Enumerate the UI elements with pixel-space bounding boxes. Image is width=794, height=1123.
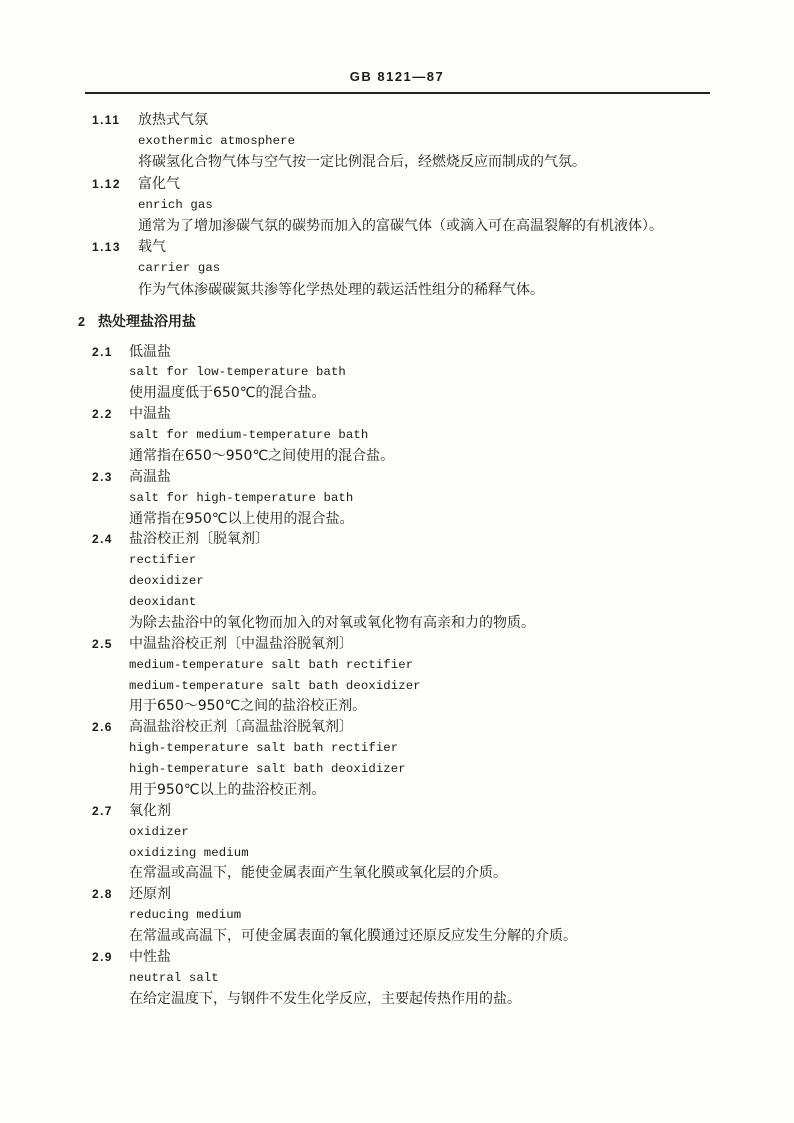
entry-number: 1.11 [92, 113, 121, 127]
term-english: high-temperature salt bath rectifier [129, 741, 399, 756]
term-entry-2-2 [92, 404, 732, 467]
term-english: high-temperature salt bath deoxidizer [129, 762, 406, 777]
term-definition: 作为气体渗碳碳氮共渗等化学热处理的载运活性组分的稀释气体。 [138, 281, 544, 298]
term-entry-1-12 [92, 174, 732, 238]
entry-number: 2.7 [92, 803, 113, 818]
term-definition: 通常为了增加渗碳气氛的碳势而加入的富碳气体（或滴入可在高温裂解的有机液体）。 [138, 218, 663, 235]
term-definition: 在常温或高温下，可使金属表面的氧化膜通过还原反应发生分解的介质。 [129, 928, 577, 945]
term-chinese: 低温盐 [129, 343, 171, 360]
term-entry-2-6 [92, 717, 732, 801]
entries-part1 [92, 110, 732, 301]
term-english: oxidizer [129, 824, 189, 839]
term-english: carrier gas [138, 261, 221, 276]
standard-code-header: GB 8121—87 [349, 69, 445, 84]
entry-number: 2.4 [92, 532, 113, 547]
term-chinese: 中性盐 [129, 948, 171, 965]
term-definition: 将碳氢化合物气体与空气按一定比例混合后，经燃烧反应而制成的气氛。 [138, 154, 586, 171]
term-definition: 为除去盐浴中的氧化物而加入的对氧或氧化物有高亲和力的物质。 [129, 614, 535, 631]
term-chinese: 还原剂 [129, 886, 171, 903]
term-english: reducing medium [129, 908, 242, 923]
term-english: oxidizing medium [129, 845, 249, 860]
entry-number: 2.5 [92, 636, 113, 651]
term-chinese: 高温盐 [129, 468, 171, 485]
term-definition: 通常指在950℃以上使用的混合盐。 [129, 510, 354, 527]
entry-number: 2.1 [92, 344, 113, 359]
term-definition: 在常温或高温下，能使金属表面产生氧化膜或氧化层的介质。 [129, 865, 507, 882]
term-english: neutral salt [129, 970, 219, 985]
term-definition: 用于650～950℃之间的盐浴校正剂。 [129, 698, 367, 715]
term-definition: 通常指在650～950℃之间使用的混合盐。 [129, 447, 395, 464]
term-entry-1-11 [92, 110, 732, 174]
section-heading [78, 312, 196, 333]
term-entry-2-9 [92, 947, 732, 1010]
entry-number: 1.13 [92, 240, 121, 255]
term-english: deoxidant [129, 595, 197, 610]
term-english: salt for medium-temperature bath [129, 428, 369, 443]
term-chinese: 盐浴校正剂〔脱氧剂〕 [129, 531, 269, 548]
term-english: salt for high-temperature bath [129, 490, 354, 505]
term-entry-2-1 [92, 342, 732, 405]
term-chinese: 高温盐浴校正剂〔高温盐浴脱氧剂〕 [129, 719, 353, 736]
term-entry-1-13 [92, 237, 732, 301]
entry-number: 2.2 [92, 407, 113, 422]
term-english: medium-temperature salt bath rectifier [129, 657, 414, 672]
term-english: deoxidizer [129, 574, 204, 589]
term-english: salt for low-temperature bath [129, 365, 346, 380]
entry-number: 2.9 [92, 949, 113, 964]
term-entry-2-3 [92, 467, 732, 530]
entries-part2 [92, 342, 732, 1010]
term-chinese: 放热式气氛 [138, 112, 208, 128]
term-entry-2-5 [92, 634, 732, 718]
term-chinese: 中温盐 [129, 406, 171, 423]
term-chinese: 氧化剂 [129, 802, 171, 819]
term-chinese: 中温盐浴校正剂〔中温盐浴脱氧剂〕 [129, 635, 353, 652]
term-english: enrich gas [138, 197, 213, 212]
term-entry-2-8 [92, 884, 732, 947]
term-definition: 在给定温度下，与钢件不发生化学反应，主要起传热作用的盐。 [129, 990, 521, 1007]
section-title: 热处理盐浴用盐 [98, 313, 196, 330]
term-english: exothermic atmosphere [138, 134, 296, 149]
entry-number: 2.8 [92, 887, 113, 902]
term-definition: 用于950℃以上的盐浴校正剂。 [129, 781, 326, 798]
entry-number: 2.6 [92, 720, 113, 735]
term-chinese: 载气 [138, 239, 166, 256]
term-english: medium-temperature salt bath deoxidizer [129, 678, 421, 693]
section-number: 2 [78, 314, 85, 329]
term-chinese: 富化气 [138, 175, 180, 192]
header-rule [85, 92, 710, 94]
term-entry-2-7 [92, 801, 732, 885]
term-definition: 使用温度低于650℃的混合盐。 [129, 385, 326, 402]
term-english: rectifier [129, 553, 197, 568]
entry-number: 1.12 [92, 176, 121, 191]
entry-number: 2.3 [92, 469, 113, 484]
term-entry-2-4 [92, 529, 732, 633]
